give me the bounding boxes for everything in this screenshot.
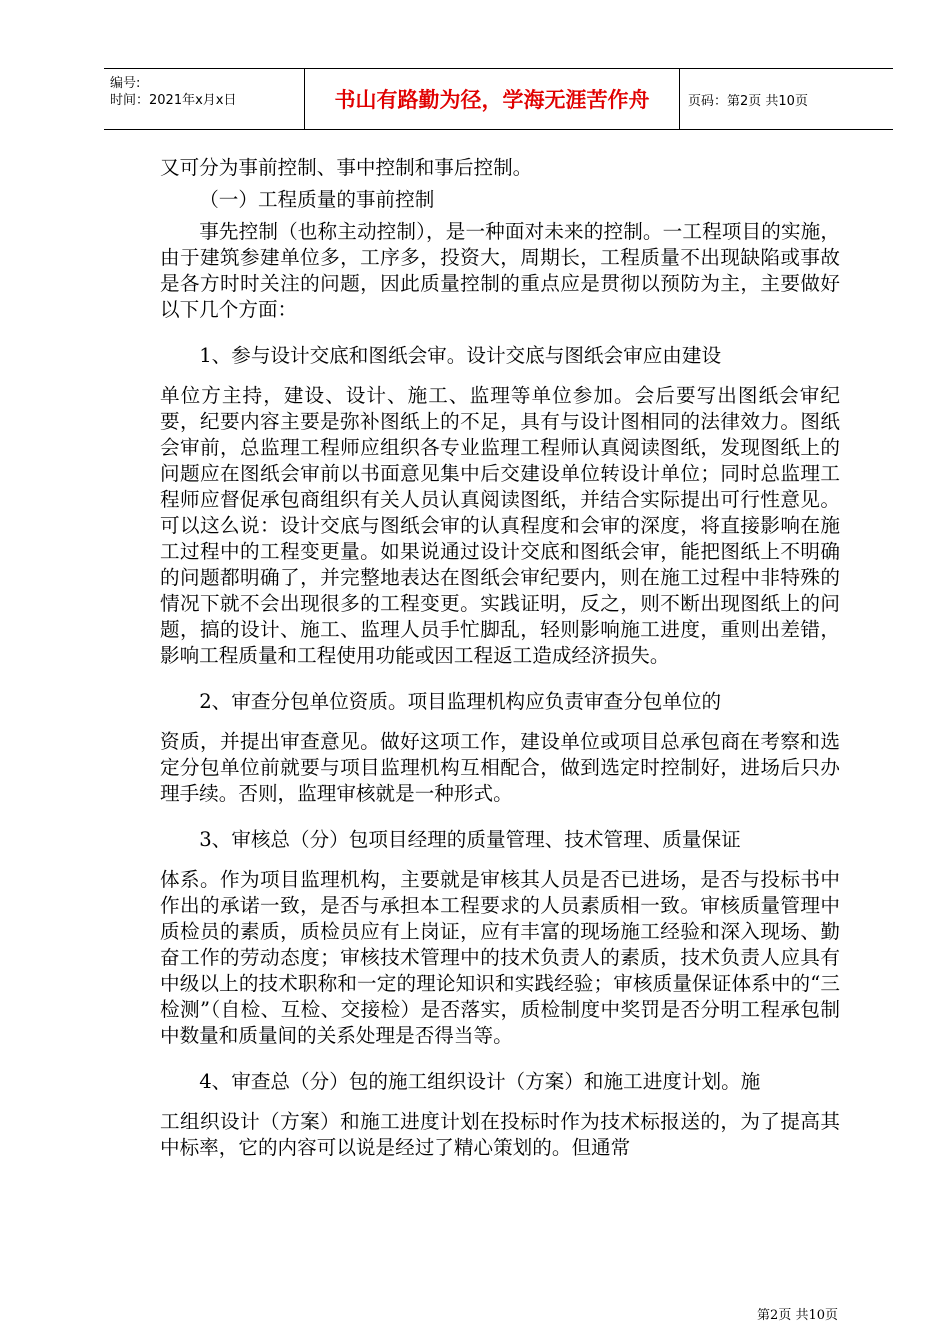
document-date: 时间：2021年x月x日 <box>110 93 237 108</box>
paragraph: 又可分为事前控制、事中控制和事后控制。 <box>160 156 533 179</box>
section-heading: （一）工程质量的事前控制 <box>199 188 435 211</box>
paragraph-first-line: 1、参与设计交底和图纸会审。设计交底与图纸会审应由建设 <box>199 344 722 367</box>
paragraph: 单位方主持，建设、设计、施工、监理等单位参加。会后要写出图纸会审纪要，纪要内容主要是弥补图纸上的不足，具有与设计图相同的法律效力。图纸会审前，总监理工程师应组织各专业监理工程师认真阅读图纸，发现图纸上的问题应在图纸会审前以书面意见集中后交建设单位转设计单位；同时总监理工程师应督促承包商组织有关人员认真阅读图纸，并结合实际提出可行性意见。可以这么说：设计交底与图纸会审的认真程度和会审的深度，将直接影响在施工过程中的工程变更量。如果说通过设计交底和图纸会审，能把图纸上不明确的问题都明确了，并完整地表达在图纸会审纪要内，则在施工过程中非特殊的情况下就不会出现很多的工程变更。实践证明，反之，则不断出现图纸上的问题，搞的设计、施工、监理人员手忙脚乱，轻则影响施工进度，重则出差错，影响工程质量和工程使用功能或因工程返工造成经济损失。 <box>160 384 840 667</box>
header-motto: 书山有路勤为径，学海无涯苦作舟 <box>304 69 680 129</box>
page-footer: 第2页 共10页 <box>757 1308 838 1323</box>
header-meta <box>104 69 304 129</box>
paragraph: 工组织设计（方案）和施工进度计划在投标时作为技术标报送的，为了提高其中标率，它的内容可以说是经过了精心策划的。但通常 <box>160 1110 840 1159</box>
page-header <box>104 68 893 130</box>
document-number-label: 编号: <box>110 76 141 91</box>
paragraph: 资质，并提出审查意见。做好这项工作，建设单位或项目总承包商在考察和选定分包单位前就要与项目监理机构互相配合，做到选定时控制好，进场后只办理手续。否则，监理审核就是一种形式。 <box>160 730 840 805</box>
paragraph-first-line: 4、审查总（分）包的施工组织设计（方案）和施工进度计划。施 <box>199 1070 761 1093</box>
document-body <box>160 155 840 1161</box>
header-page-code: 页码：第2页 共10页 <box>688 93 808 109</box>
paragraph-first-line: 2、审查分包单位资质。项目监理机构应负责审查分包单位的 <box>199 690 722 713</box>
paragraph: 体系。作为项目监理机构，主要就是审核其人员是否已进场，是否与投标书中作出的承诺一致，是否与承担本工程要求的人员素质相一致。审核质量管理中质检员的素质，质检员应有上岗证，应有丰富的现场施工经验和深入现场、勤奋工作的劳动态度；审核技术管理中的技术负责人的素质，技术负责人应具有中级以上的技术职称和一定的理论知识和实践经验；审核质量保证体系中的“三检测”（自检、互检、交接检）是否落实，质检制度中奖罚是否分明工程承包制中数量和质量间的关系处理是否得当等。 <box>160 868 840 1047</box>
paragraph: 事先控制（也称主动控制），是一种面对未来的控制。一工程项目的实施，由于建筑参建单位多，工序多，投资大，周期长，工程质量不出现缺陷或事故是各方时时关注的问题，因此质量控制的重点应是贯彻以预防为主，主要做好以下几个方面： <box>160 220 840 321</box>
paragraph-first-line: 3、审核总（分）包项目经理的质量管理、技术管理、质量保证 <box>199 828 741 851</box>
